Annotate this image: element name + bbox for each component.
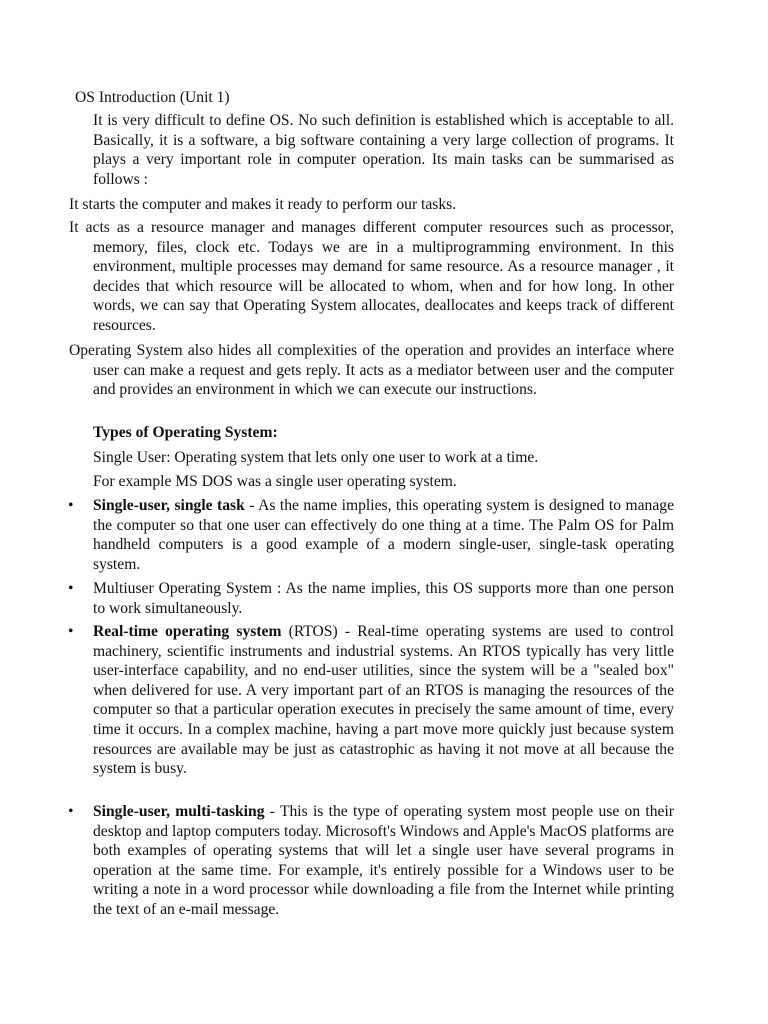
- page-title: OS Introduction (Unit 1): [75, 89, 230, 106]
- task-paragraph-2: It acts as a resource manager and manages different computer resources such as processor, memory, files, clock etc. Todays we are in a multiprogramming environment. In this environment, multiple processes may demand for same resource. As a resource manager , it decides that which resource will be allocated to whom, when and for how long. In other words, we can say that Operating System allocates, deallocates and keeps track of different resources.: [69, 219, 674, 334]
- list-item-text: (RTOS) - Real-time operating systems are used to control machinery, scientific instruments and industrial systems. An RTOS typically has very little user-interface capability, and no end-user utilities, since the system will be a "sealed box" when delivered for use. A very important part of an RTOS is managing the resources of the computer so that a particular operation executes in precisely the same amount of time, every time it occurs. In a complex machine, having a part move more quickly just because system resources are available may be just as catastrophic as having it not move at all because the system is busy.: [93, 623, 674, 778]
- list-item-text: - As the name implies, this operating system is designed to manage the computer so that one user can effectively do one thing at a time. The Palm OS for Palm handheld computers is a good example of a modern single-user, single-task operating system.: [93, 497, 674, 573]
- list-item-term: Single-user, multi-tasking: [93, 803, 265, 820]
- single-user-definition: Single User: Operating system that lets only one user to work at a time.: [93, 449, 539, 466]
- bullet-icon: •: [68, 803, 74, 820]
- task-paragraph-3: Operating System also hides all complexities of the operation and provides an interface where user can make a request and gets reply. It acts as a mediator between user and the computer and provides an environment in which we can execute our instructions.: [69, 342, 674, 399]
- list-item: [93, 622, 674, 779]
- list-item: [93, 496, 674, 574]
- list-item-text: - This is the type of operating system most people use on their desktop and laptop computers today. Microsoft's Windows and Apple's MacOS platforms are both examples of operating systems that will let a single user have several programs in operation at the same time. For example, it's entirely possible for a Windows user to be writing a note in a word processor while downloading a file from the Internet while printing the text of an e-mail message.: [93, 803, 675, 918]
- types-heading: Types of Operating System:: [93, 424, 278, 441]
- intro-paragraph: It is very difficult to define OS. No such definition is established which is acceptable to all. Basically, it is a software, a big software containing a very large collection of programs. It plays a very important role in computer operation. Its main tasks can be summarised as follows :: [93, 112, 674, 188]
- list-item: [93, 579, 674, 618]
- bullet-icon: •: [68, 580, 74, 597]
- example-line: For example MS DOS was a single user operating system.: [93, 473, 457, 490]
- list-item-term: Single-user, single task: [93, 497, 245, 514]
- list-item-term: Real-time operating system: [93, 623, 282, 640]
- bullet-icon: •: [68, 497, 74, 514]
- list-item-text: Multiuser Operating System : As the name implies, this OS supports more than one person to work simultaneously.: [93, 580, 674, 617]
- list-item: [93, 802, 674, 920]
- task-paragraph-1: It starts the computer and makes it ready to perform our tasks.: [69, 196, 457, 213]
- bullet-icon: •: [68, 623, 74, 640]
